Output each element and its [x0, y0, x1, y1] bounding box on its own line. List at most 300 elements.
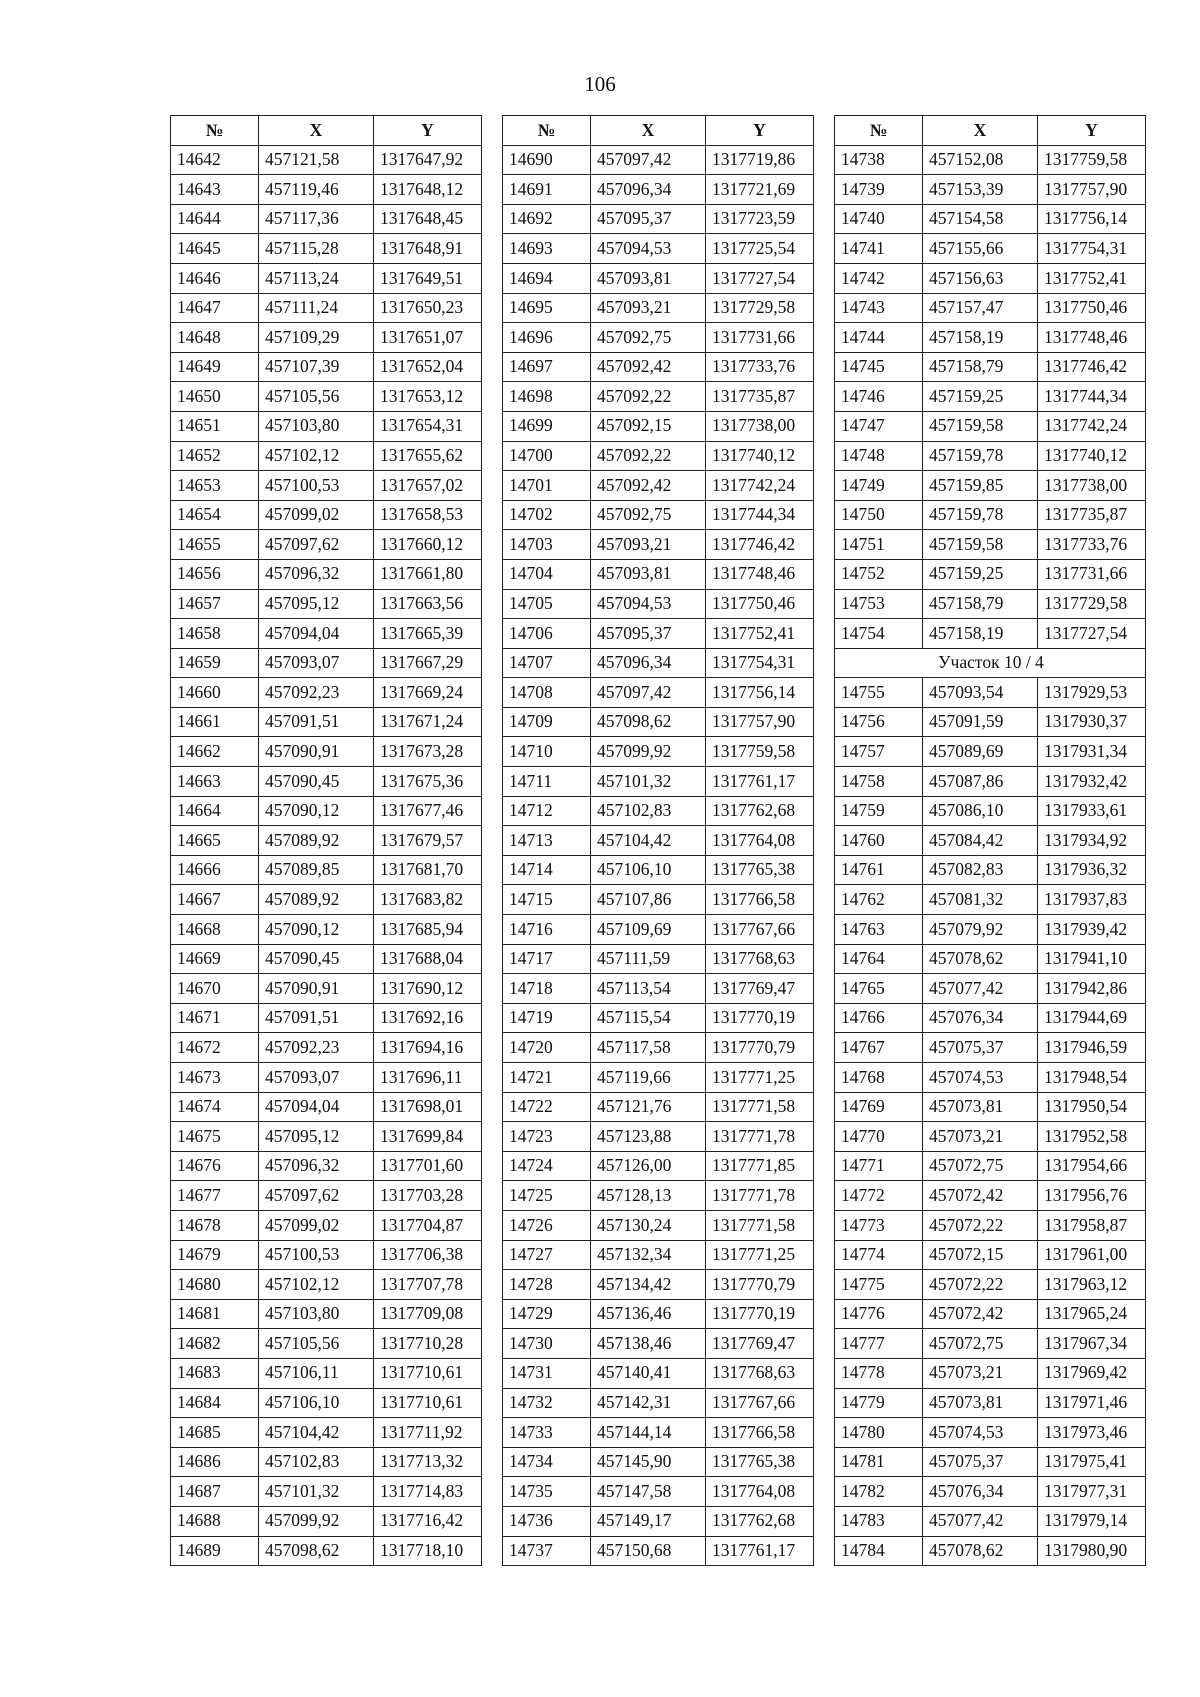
table-row: [835, 530, 1146, 560]
cell-y: 1317939,42: [1038, 915, 1146, 945]
cell-number: 14754: [835, 619, 923, 649]
cell-y: 1317647,92: [374, 145, 482, 175]
cell-x: 457158,79: [923, 352, 1038, 382]
cell-y: 1317750,46: [1038, 293, 1146, 323]
table-row: [171, 885, 482, 915]
cell-number: 14762: [835, 885, 923, 915]
coordinates-table-2: [502, 115, 814, 1566]
cell-x: 457089,85: [259, 855, 374, 885]
cell-y: 1317669,24: [374, 678, 482, 708]
table-row: [835, 1240, 1146, 1270]
cell-y: 1317934,92: [1038, 826, 1146, 856]
cell-x: 457145,90: [591, 1447, 706, 1477]
cell-x: 457109,29: [259, 323, 374, 353]
cell-number: 14666: [171, 855, 259, 885]
cell-x: 457099,02: [259, 1210, 374, 1240]
cell-y: 1317931,34: [1038, 737, 1146, 767]
cell-x: 457092,23: [259, 1033, 374, 1063]
table-row: [503, 678, 814, 708]
cell-number: 14714: [503, 855, 591, 885]
cell-number: 14765: [835, 974, 923, 1004]
cell-y: 1317770,79: [706, 1033, 814, 1063]
cell-number: 14727: [503, 1240, 591, 1270]
cell-x: 457072,75: [923, 1329, 1038, 1359]
cell-y: 1317706,38: [374, 1240, 482, 1270]
cell-number: 14650: [171, 382, 259, 412]
table-row: [503, 1477, 814, 1507]
cell-number: 14705: [503, 589, 591, 619]
table-row: [503, 648, 814, 678]
cell-number: 14722: [503, 1092, 591, 1122]
cell-x: 457074,53: [923, 1063, 1038, 1093]
cell-number: 14685: [171, 1418, 259, 1448]
cell-x: 457159,58: [923, 411, 1038, 441]
cell-number: 14674: [171, 1092, 259, 1122]
cell-y: 1317766,58: [706, 1418, 814, 1448]
cell-y: 1317765,38: [706, 855, 814, 885]
header-y: Y: [374, 116, 482, 146]
table-row: [835, 1447, 1146, 1477]
cell-y: 1317963,12: [1038, 1270, 1146, 1300]
cell-number: 14721: [503, 1063, 591, 1093]
cell-number: 14744: [835, 323, 923, 353]
cell-x: 457115,28: [259, 234, 374, 264]
cell-number: 14694: [503, 263, 591, 293]
table-row: [171, 619, 482, 649]
cell-y: 1317731,66: [706, 323, 814, 353]
cell-y: 1317718,10: [374, 1536, 482, 1566]
cell-number: 14725: [503, 1181, 591, 1211]
cell-number: 14669: [171, 944, 259, 974]
table-row: [503, 974, 814, 1004]
cell-number: 14741: [835, 234, 923, 264]
cell-y: 1317731,66: [1038, 559, 1146, 589]
cell-x: 457158,19: [923, 619, 1038, 649]
cell-y: 1317958,87: [1038, 1210, 1146, 1240]
cell-y: 1317771,85: [706, 1151, 814, 1181]
cell-y: 1317761,17: [706, 1536, 814, 1566]
table-row: [835, 1122, 1146, 1152]
cell-number: 14782: [835, 1477, 923, 1507]
cell-x: 457075,37: [923, 1447, 1038, 1477]
cell-number: 14734: [503, 1447, 591, 1477]
cell-y: 1317746,42: [1038, 352, 1146, 382]
cell-x: 457113,24: [259, 263, 374, 293]
cell-x: 457093,21: [591, 530, 706, 560]
table-row: [835, 915, 1146, 945]
cell-y: 1317740,12: [1038, 441, 1146, 471]
cell-y: 1317771,58: [706, 1092, 814, 1122]
cell-x: 457098,62: [259, 1536, 374, 1566]
cell-number: 14764: [835, 944, 923, 974]
cell-x: 457102,83: [591, 796, 706, 826]
table-row: [503, 293, 814, 323]
cell-number: 14676: [171, 1151, 259, 1181]
table-row: [835, 944, 1146, 974]
cell-y: 1317768,63: [706, 1358, 814, 1388]
cell-y: 1317761,17: [706, 767, 814, 797]
cell-number: 14779: [835, 1388, 923, 1418]
cell-number: 14766: [835, 1003, 923, 1033]
cell-x: 457096,34: [591, 175, 706, 205]
cell-number: 14692: [503, 204, 591, 234]
cell-y: 1317980,90: [1038, 1536, 1146, 1566]
cell-number: 14706: [503, 619, 591, 649]
table-row: [171, 530, 482, 560]
table-row: [503, 175, 814, 205]
table-row: [503, 441, 814, 471]
cell-x: 457159,58: [923, 530, 1038, 560]
table-row: [503, 1122, 814, 1152]
cell-number: 14740: [835, 204, 923, 234]
table-row: [171, 352, 482, 382]
cell-x: 457092,15: [591, 411, 706, 441]
cell-y: 1317738,00: [706, 411, 814, 441]
cell-number: 14731: [503, 1358, 591, 1388]
cell-number: 14672: [171, 1033, 259, 1063]
table-row: [835, 826, 1146, 856]
cell-number: 14653: [171, 471, 259, 501]
cell-y: 1317771,58: [706, 1210, 814, 1240]
cell-y: 1317941,10: [1038, 944, 1146, 974]
cell-number: 14778: [835, 1358, 923, 1388]
cell-y: 1317723,59: [706, 204, 814, 234]
table-row: [171, 1122, 482, 1152]
cell-x: 457159,25: [923, 559, 1038, 589]
cell-number: 14748: [835, 441, 923, 471]
cell-y: 1317648,12: [374, 175, 482, 205]
cell-x: 457123,88: [591, 1122, 706, 1152]
cell-y: 1317663,56: [374, 589, 482, 619]
table-row: [503, 352, 814, 382]
table-row: [171, 234, 482, 264]
cell-number: 14720: [503, 1033, 591, 1063]
cell-y: 1317975,41: [1038, 1447, 1146, 1477]
cell-number: 14715: [503, 885, 591, 915]
cell-x: 457093,21: [591, 293, 706, 323]
table-row: [171, 707, 482, 737]
cell-x: 457094,53: [591, 589, 706, 619]
cell-number: 14745: [835, 352, 923, 382]
cell-y: 1317727,54: [706, 263, 814, 293]
cell-x: 457072,42: [923, 1299, 1038, 1329]
cell-x: 457158,79: [923, 589, 1038, 619]
cell-x: 457093,81: [591, 559, 706, 589]
cell-x: 457156,63: [923, 263, 1038, 293]
cell-number: 14702: [503, 500, 591, 530]
cell-number: 14691: [503, 175, 591, 205]
cell-number: 14712: [503, 796, 591, 826]
cell-y: 1317733,76: [706, 352, 814, 382]
cell-number: 14774: [835, 1240, 923, 1270]
cell-number: 14751: [835, 530, 923, 560]
table-row: [171, 1536, 482, 1566]
cell-number: 14697: [503, 352, 591, 382]
cell-y: 1317727,54: [1038, 619, 1146, 649]
table-row: [171, 559, 482, 589]
cell-number: 14728: [503, 1270, 591, 1300]
cell-x: 457134,42: [591, 1270, 706, 1300]
table-row: [171, 767, 482, 797]
cell-y: 1317729,58: [1038, 589, 1146, 619]
cell-x: 457095,37: [591, 619, 706, 649]
cell-number: 14716: [503, 915, 591, 945]
table-row: [835, 1418, 1146, 1448]
cell-number: 14732: [503, 1388, 591, 1418]
cell-number: 14643: [171, 175, 259, 205]
table-row: [835, 145, 1146, 175]
table-row: [503, 1092, 814, 1122]
cell-x: 457130,24: [591, 1210, 706, 1240]
table-row: [171, 1358, 482, 1388]
cell-x: 457076,34: [923, 1003, 1038, 1033]
table-row: [503, 1388, 814, 1418]
cell-number: 14784: [835, 1536, 923, 1566]
cell-y: 1317655,62: [374, 441, 482, 471]
cell-number: 14743: [835, 293, 923, 323]
cell-x: 457149,17: [591, 1506, 706, 1536]
cell-number: 14654: [171, 500, 259, 530]
table-row: [171, 500, 482, 530]
table-row: [171, 1033, 482, 1063]
cell-number: 14657: [171, 589, 259, 619]
cell-number: 14780: [835, 1418, 923, 1448]
cell-number: 14652: [171, 441, 259, 471]
cell-x: 457121,58: [259, 145, 374, 175]
cell-y: 1317771,25: [706, 1240, 814, 1270]
cell-number: 14689: [171, 1536, 259, 1566]
cell-number: 14671: [171, 1003, 259, 1033]
cell-y: 1317756,14: [1038, 204, 1146, 234]
cell-y: 1317721,69: [706, 175, 814, 205]
cell-number: 14679: [171, 1240, 259, 1270]
cell-x: 457155,66: [923, 234, 1038, 264]
cell-y: 1317654,31: [374, 411, 482, 441]
cell-x: 457144,14: [591, 1418, 706, 1448]
cell-number: 14726: [503, 1210, 591, 1240]
cell-x: 457093,54: [923, 678, 1038, 708]
cell-x: 457117,58: [591, 1033, 706, 1063]
cell-y: 1317942,86: [1038, 974, 1146, 1004]
cell-y: 1317710,28: [374, 1329, 482, 1359]
cell-number: 14646: [171, 263, 259, 293]
header-x: X: [923, 116, 1038, 146]
cell-x: 457092,23: [259, 678, 374, 708]
cell-y: 1317762,68: [706, 1506, 814, 1536]
cell-x: 457092,22: [591, 382, 706, 412]
table-row: [171, 204, 482, 234]
cell-x: 457159,85: [923, 471, 1038, 501]
table-row: [503, 855, 814, 885]
cell-number: 14738: [835, 145, 923, 175]
cell-y: 1317688,04: [374, 944, 482, 974]
cell-number: 14659: [171, 648, 259, 678]
table-row: [503, 1358, 814, 1388]
cell-number: 14684: [171, 1388, 259, 1418]
table-row: [503, 737, 814, 767]
cell-x: 457103,80: [259, 1299, 374, 1329]
cell-number: 14686: [171, 1447, 259, 1477]
cell-x: 457102,12: [259, 1270, 374, 1300]
table-row: [503, 885, 814, 915]
cell-number: 14642: [171, 145, 259, 175]
cell-number: 14749: [835, 471, 923, 501]
cell-y: 1317762,68: [706, 796, 814, 826]
cell-y: 1317677,46: [374, 796, 482, 826]
cell-number: 14759: [835, 796, 923, 826]
coordinates-table-1: [170, 115, 482, 1566]
table-row: [503, 530, 814, 560]
cell-number: 14673: [171, 1063, 259, 1093]
cell-y: 1317766,58: [706, 885, 814, 915]
header-number: №: [171, 116, 259, 146]
cell-y: 1317770,79: [706, 1270, 814, 1300]
cell-y: 1317690,12: [374, 974, 482, 1004]
cell-number: 14747: [835, 411, 923, 441]
table-row: [835, 1506, 1146, 1536]
cell-x: 457077,42: [923, 974, 1038, 1004]
cell-y: 1317936,32: [1038, 855, 1146, 885]
cell-x: 457090,45: [259, 767, 374, 797]
cell-number: 14667: [171, 885, 259, 915]
table-row: [503, 589, 814, 619]
cell-y: 1317701,60: [374, 1151, 482, 1181]
cell-x: 457079,92: [923, 915, 1038, 945]
cell-y: 1317657,02: [374, 471, 482, 501]
cell-y: 1317750,46: [706, 589, 814, 619]
cell-x: 457138,46: [591, 1329, 706, 1359]
table-row: [503, 826, 814, 856]
cell-x: 457117,36: [259, 204, 374, 234]
table-row: [835, 1181, 1146, 1211]
table-row: [835, 500, 1146, 530]
cell-number: 14776: [835, 1299, 923, 1329]
header-x: X: [259, 116, 374, 146]
cell-number: 14733: [503, 1418, 591, 1448]
table-row: [835, 411, 1146, 441]
cell-x: 457073,81: [923, 1388, 1038, 1418]
cell-x: 457087,86: [923, 767, 1038, 797]
cell-y: 1317770,19: [706, 1003, 814, 1033]
cell-y: 1317667,29: [374, 648, 482, 678]
table-row: [835, 175, 1146, 205]
cell-y: 1317660,12: [374, 530, 482, 560]
table-row: [835, 1092, 1146, 1122]
cell-number: 14698: [503, 382, 591, 412]
table-row: [503, 559, 814, 589]
cell-y: 1317675,36: [374, 767, 482, 797]
cell-y: 1317952,58: [1038, 1122, 1146, 1152]
cell-x: 457159,25: [923, 382, 1038, 412]
cell-number: 14661: [171, 707, 259, 737]
cell-y: 1317768,63: [706, 944, 814, 974]
cell-number: 14701: [503, 471, 591, 501]
table-row: [171, 826, 482, 856]
cell-x: 457104,42: [259, 1418, 374, 1448]
cell-number: 14758: [835, 767, 923, 797]
cell-y: 1317742,24: [1038, 411, 1146, 441]
cell-y: 1317673,28: [374, 737, 482, 767]
table-row: [835, 589, 1146, 619]
table-row: [171, 145, 482, 175]
cell-y: 1317767,66: [706, 1388, 814, 1418]
cell-y: 1317771,78: [706, 1122, 814, 1152]
cell-x: 457090,12: [259, 915, 374, 945]
table-row: [835, 1270, 1146, 1300]
cell-y: 1317754,31: [706, 648, 814, 678]
cell-number: 14693: [503, 234, 591, 264]
cell-number: 14755: [835, 678, 923, 708]
cell-y: 1317679,57: [374, 826, 482, 856]
cell-x: 457128,13: [591, 1181, 706, 1211]
cell-number: 14711: [503, 767, 591, 797]
cell-y: 1317735,87: [1038, 500, 1146, 530]
cell-x: 457109,69: [591, 915, 706, 945]
header-y: Y: [706, 116, 814, 146]
header-x: X: [591, 116, 706, 146]
table-row: [503, 234, 814, 264]
cell-y: 1317710,61: [374, 1358, 482, 1388]
cell-number: 14677: [171, 1181, 259, 1211]
cell-y: 1317969,42: [1038, 1358, 1146, 1388]
table-row: [171, 1151, 482, 1181]
table-row: [503, 1329, 814, 1359]
cell-y: 1317929,53: [1038, 678, 1146, 708]
cell-number: 14768: [835, 1063, 923, 1093]
table-row: [835, 707, 1146, 737]
cell-x: 457132,34: [591, 1240, 706, 1270]
cell-number: 14687: [171, 1477, 259, 1507]
cell-x: 457072,22: [923, 1210, 1038, 1240]
cell-number: 14756: [835, 707, 923, 737]
table-row: [171, 974, 482, 1004]
table-row: [835, 1299, 1146, 1329]
cell-x: 457072,22: [923, 1270, 1038, 1300]
cell-x: 457096,32: [259, 559, 374, 589]
table-row: [835, 885, 1146, 915]
cell-number: 14736: [503, 1506, 591, 1536]
cell-y: 1317946,59: [1038, 1033, 1146, 1063]
table-row: [503, 1447, 814, 1477]
cell-number: 14761: [835, 855, 923, 885]
cell-y: 1317729,58: [706, 293, 814, 323]
cell-number: 14750: [835, 500, 923, 530]
cell-x: 457092,75: [591, 500, 706, 530]
cell-y: 1317754,31: [1038, 234, 1146, 264]
table-row: [503, 145, 814, 175]
cell-x: 457089,92: [259, 826, 374, 856]
cell-y: 1317698,01: [374, 1092, 482, 1122]
cell-y: 1317648,45: [374, 204, 482, 234]
cell-y: 1317650,23: [374, 293, 482, 323]
table-row: [503, 382, 814, 412]
cell-x: 457078,62: [923, 1536, 1038, 1566]
cell-x: 457073,21: [923, 1122, 1038, 1152]
cell-y: 1317699,84: [374, 1122, 482, 1152]
cell-y: 1317648,91: [374, 234, 482, 264]
cell-number: 14658: [171, 619, 259, 649]
cell-y: 1317685,94: [374, 915, 482, 945]
table-row: [503, 1210, 814, 1240]
cell-x: 457101,32: [259, 1477, 374, 1507]
cell-number: 14718: [503, 974, 591, 1004]
cell-y: 1317683,82: [374, 885, 482, 915]
table-row: [171, 293, 482, 323]
cell-x: 457100,53: [259, 1240, 374, 1270]
cell-number: 14648: [171, 323, 259, 353]
cell-y: 1317746,42: [706, 530, 814, 560]
cell-y: 1317771,78: [706, 1181, 814, 1211]
